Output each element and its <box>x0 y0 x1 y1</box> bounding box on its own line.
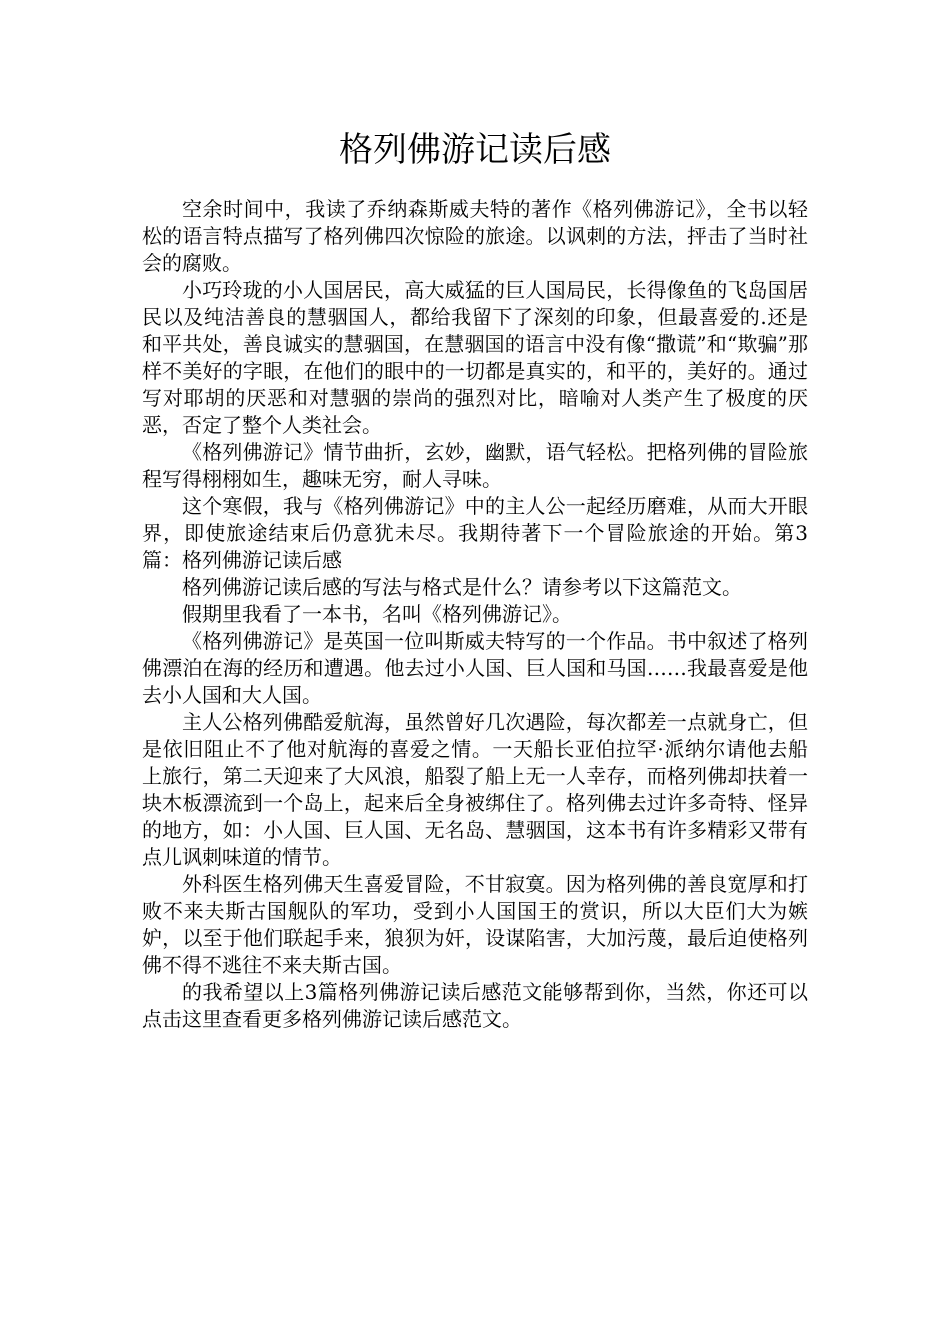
paragraph-4: 这个寒假，我与《格列佛游记》中的主人公一起经历磨难，从而大开眼界，即使旅途结束后仍意犹未尽。我期待著下一个冒险旅途的开始。第3篇：格列佛游记读后感 <box>142 494 808 572</box>
paragraph-9: 外科医生格列佛天生喜爱冒险，不甘寂寞。因为格列佛的善良宽厚和打败不来夫斯古国舰队的军功，受到小人国国王的赏识，所以大臣们大为嫉妒，以至于他们联起手来，狼狈为奸，设谋陷害，大加污蔑，最后迫使格列佛不得不逃往不来夫斯古国。 <box>142 872 808 977</box>
paragraph-1: 空余时间中，我读了乔纳森斯威夫特的著作《格列佛游记》，全书以轻松的语言特点描写了格列佛四次惊险的旅途。以讽刺的方法，抨击了当时社会的腐败。 <box>142 197 808 275</box>
document-body <box>142 196 808 1033</box>
document-title: 格列佛游记读后感 <box>339 130 611 170</box>
paragraph-6: 假期里我看了一本书，名叫《格列佛游记》。 <box>182 602 572 626</box>
paragraph-8: 主人公格列佛酷爱航海，虽然曾好几次遇险，每次都差一点就身亡，但是依旧阻止不了他对航海的喜爱之情。一天船长亚伯拉罕·派纳尔请他去船上旅行，第二天迎来了大风浪，船裂了船上无一人幸存，而格列佛却扶着一块木板漂流到一个岛上，起来后全身被绑住了。格列佛去过许多奇特、怪异的地方，如：小人国、巨人国、无名岛、慧骃国，这本书有许多精彩又带有点儿讽刺味道的情节。 <box>142 710 808 869</box>
paragraph-2: 小巧玲珑的小人国居民，高大威猛的巨人国局民，长得像鱼的飞岛国居民以及纯洁善良的慧骃国人，都给我留下了深刻的印象，但最喜爱的.还是和平共处，善良诚实的慧骃国，在慧骃国的语言中没有像“撒谎”和“欺骗”那样不美好的字眼，在他们的眼中的一切都是真实的，和平的，美好的。通过写对耶胡的厌恶和对慧骃的崇尚的强烈对比，暗喻对人类产生了极度的厌恶，否定了整个人类社会。 <box>142 278 808 437</box>
paragraph-10: 的我希望以上3篇格列佛游记读后感范文能够帮到你，当然，你还可以点击这里查看更多格列佛游记读后感范文。 <box>142 980 808 1031</box>
paragraph-3: 《格列佛游记》情节曲折，玄妙，幽默，语气轻松。把格列佛的冒险旅程写得栩栩如生，趣味无穷，耐人寻味。 <box>142 440 808 491</box>
paragraph-5: 格列佛游记读后感的写法与格式是什么？请参考以下这篇范文。 <box>182 575 742 599</box>
paragraph-7: 《格列佛游记》是英国一位叫斯威夫特写的一个作品。书中叙述了格列佛漂泊在海的经历和遭遇。他去过小人国、巨人国和马国……我最喜爱是他去小人国和大人国。 <box>142 629 808 707</box>
